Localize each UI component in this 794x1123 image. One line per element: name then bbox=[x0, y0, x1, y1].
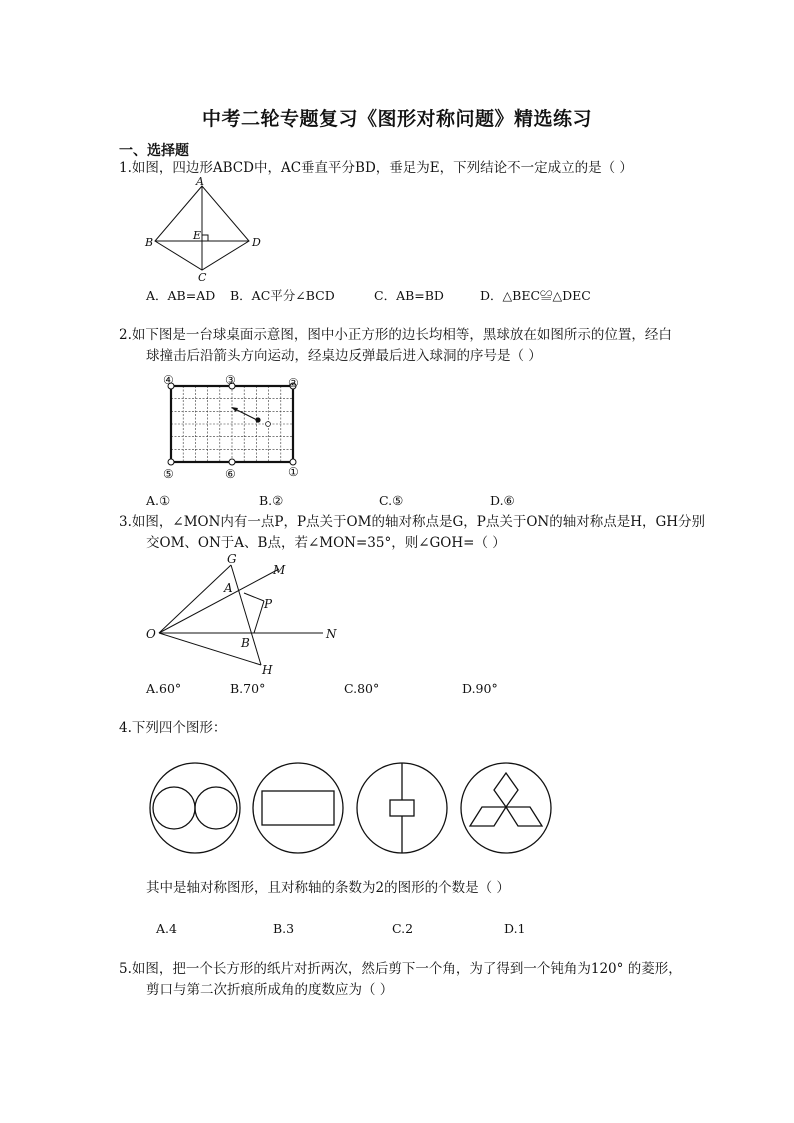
pocket-label-4: ④ bbox=[163, 373, 174, 387]
question-2-stem-line2: 球撞击后沿箭头方向运动，经桌边反弹最后进入球洞的序号是（ ） bbox=[146, 348, 542, 364]
question-5-stem-line1: 5.如图，把一个长方形的纸片对折两次，然后剪下一个角，为了得到一个钝角为120° 的菱形， bbox=[119, 961, 682, 977]
label-b: B bbox=[145, 236, 154, 249]
q4-option-d[interactable]: D.1 bbox=[504, 921, 526, 936]
figure-circle-rectangle bbox=[253, 763, 343, 853]
pocket-label-6: ⑥ bbox=[225, 467, 236, 481]
pocket-label-2: ② bbox=[288, 376, 299, 390]
question-1-figure bbox=[145, 175, 285, 284]
q3-option-c[interactable]: C.80° bbox=[344, 681, 380, 696]
q2-option-b[interactable]: B.② bbox=[259, 493, 284, 508]
question-2-stem-line1: 2.如下图是一台球桌面示意图，图中小正方形的边长均相等，黑球放在如图所示的位置，经白 bbox=[119, 327, 672, 343]
segment-pb bbox=[254, 601, 264, 633]
question-4-stem: 4.下列四个图形： bbox=[119, 720, 227, 736]
pocket-bottom-mid bbox=[229, 459, 235, 465]
section-heading: 一、选择题 bbox=[119, 143, 189, 159]
label-m: M bbox=[273, 563, 286, 577]
page-title: 中考二轮专题复习《图形对称问题》精选练习 bbox=[201, 108, 592, 130]
label-b-q3: B bbox=[241, 636, 250, 650]
q2-option-d[interactable]: D.⑥ bbox=[490, 493, 515, 508]
question-5-stem-line2: 剪口与第二次折痕所成角的度数应为（ ） bbox=[146, 982, 394, 998]
label-a-q3: A bbox=[224, 581, 233, 595]
white-ball bbox=[266, 422, 271, 427]
label-o: O bbox=[146, 627, 156, 641]
black-ball bbox=[255, 417, 260, 422]
segment-og bbox=[159, 565, 231, 633]
q4-option-c[interactable]: C.2 bbox=[392, 921, 414, 936]
q3-option-a[interactable]: A.60° bbox=[146, 681, 182, 696]
label-c: C bbox=[198, 271, 207, 284]
q1-option-d[interactable]: D．△BEC≌△DEC bbox=[480, 288, 591, 303]
question-4-question: 其中是轴对称图形，且对称轴的条数为2的图形的个数是（ ） bbox=[146, 880, 510, 896]
segment-pa bbox=[244, 593, 264, 601]
q3-option-d[interactable]: D.90° bbox=[462, 681, 498, 696]
q2-option-c[interactable]: C.⑤ bbox=[379, 493, 404, 508]
label-a: A bbox=[196, 175, 204, 188]
segment-gh bbox=[231, 565, 261, 665]
q1-option-b[interactable]: B．AC平分∠BCD bbox=[230, 288, 335, 303]
table-grid bbox=[171, 386, 293, 462]
label-h: H bbox=[262, 663, 273, 677]
pocket-label-5: ⑤ bbox=[163, 467, 174, 481]
pocket-bottom-left bbox=[168, 459, 174, 465]
q1-option-a[interactable]: A．AB=AD bbox=[146, 288, 216, 303]
q1-option-c[interactable]: C．AB=BD bbox=[374, 288, 444, 303]
question-1-stem: 1.如图，四边形ABCD中，AC垂直平分BD，垂足为E，下列结论不一定成立的是（ ） bbox=[119, 160, 633, 176]
label-p: P bbox=[264, 597, 273, 611]
q3-option-b[interactable]: B.70° bbox=[230, 681, 266, 696]
figure-circle-two-circles bbox=[150, 763, 240, 853]
ray-om bbox=[159, 569, 279, 633]
label-g: G bbox=[227, 552, 237, 566]
label-n: N bbox=[326, 627, 337, 641]
question-4-figures bbox=[145, 755, 565, 865]
figure-circle-three-rhombi bbox=[461, 763, 551, 853]
right-angle-mark bbox=[202, 235, 208, 241]
question-3-stem-line1: 3.如图，∠MON内有一点P，P点关于OM的轴对称点是G，P点关于ON的轴对称点是H，GH分别 bbox=[119, 514, 706, 530]
q4-option-b[interactable]: B.3 bbox=[273, 921, 295, 936]
question-3-figure bbox=[145, 553, 345, 678]
label-e: E bbox=[193, 229, 202, 242]
pocket-label-1: ① bbox=[288, 465, 299, 479]
label-d: D bbox=[252, 236, 261, 249]
figure-circle-line-rectangle bbox=[357, 763, 447, 853]
billiard-table-figure bbox=[161, 373, 311, 483]
q2-option-a[interactable]: A.① bbox=[146, 493, 171, 508]
q4-option-a[interactable]: A.4 bbox=[156, 921, 177, 936]
question-3-stem-line2: 交OM、ON于A、B点，若∠MON=35°，则∠GOH=（ ） bbox=[146, 535, 506, 551]
pocket-label-3: ③ bbox=[225, 373, 236, 387]
